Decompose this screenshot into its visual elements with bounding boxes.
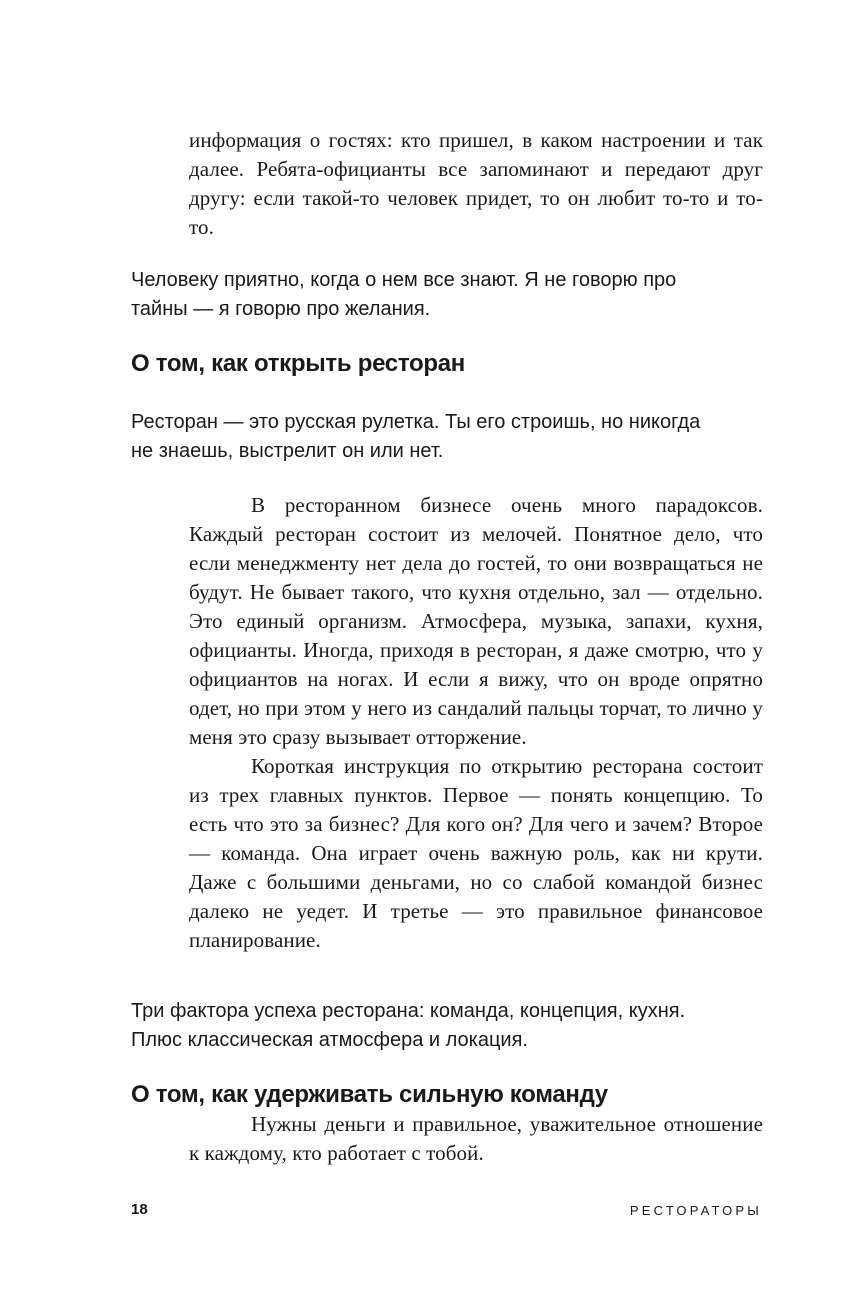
- quote-block-guests: [189, 126, 763, 242]
- statement-block-success-factors: [131, 997, 701, 1055]
- quote-paragraph: Нужны деньги и правильное, уважительное отношение к каждому, кто работает с тобой.: [189, 1112, 763, 1165]
- quote-paragraph: информация о гостях: кто пришел, в каком настроении и так далее. Ребята-официанты все запоминают и передают друг другу: если такой-то человек придет, то он любит то-то и то-то.: [189, 128, 763, 239]
- quote-paragraph: Короткая инструкция по открытию ресторана состоит из трех главных пунктов. Первое — понять концепцию. То есть что это за бизнес? Для кого он? Для чего и зачем? Второе — команда. Она играет очень важную роль, как ни крути. Даже с большими деньгами, но со слабой командой бизнес далеко не уедет. И третье — это правильное финансовое планирование.: [189, 754, 763, 952]
- statement-block-roulette: [131, 408, 701, 466]
- page-number: 18: [131, 1201, 148, 1218]
- statement-paragraph: Три фактора успеха ресторана: команда, концепция, кухня. Плюс классическая атмосфера и локация.: [131, 1000, 686, 1051]
- statement-paragraph: Ресторан — это русская рулетка. Ты его строишь, но никогда не знаешь, выстрелит он или нет.: [131, 411, 701, 462]
- running-title: РЕСТОРАТОРЫ: [629, 1203, 762, 1218]
- section-heading-strong-team: О том, как удерживать сильную команду: [131, 1081, 608, 1108]
- statement-block-desires: [131, 266, 701, 324]
- quote-block-paradoxes: [189, 491, 763, 955]
- quote-block-team: [189, 1110, 763, 1168]
- section-heading-open-restaurant: О том, как открыть ресторан: [131, 350, 465, 377]
- statement-paragraph: Человеку приятно, когда о нем все знают. Я не говорю про тайны — я говорю про желания.: [131, 269, 677, 320]
- quote-paragraph: В ресторанном бизнесе очень много парадоксов. Каждый ресторан состоит из мелочей. Понятное дело, что если менеджменту нет дела до гостей, то они возвращаться не будут. Не бывает такого, что кухня отдельно, зал — отдельно. Это единый организм. Атмосфера, музыка, запахи, кухня, официанты. Иногда, приходя в ресторан, я даже смотрю, что у официантов на ногах. И если я вижу, что он вроде опрятно одет, но при этом у него из сандалий пальцы торчат, то лично у меня это сразу вызывает отторжение.: [189, 493, 763, 749]
